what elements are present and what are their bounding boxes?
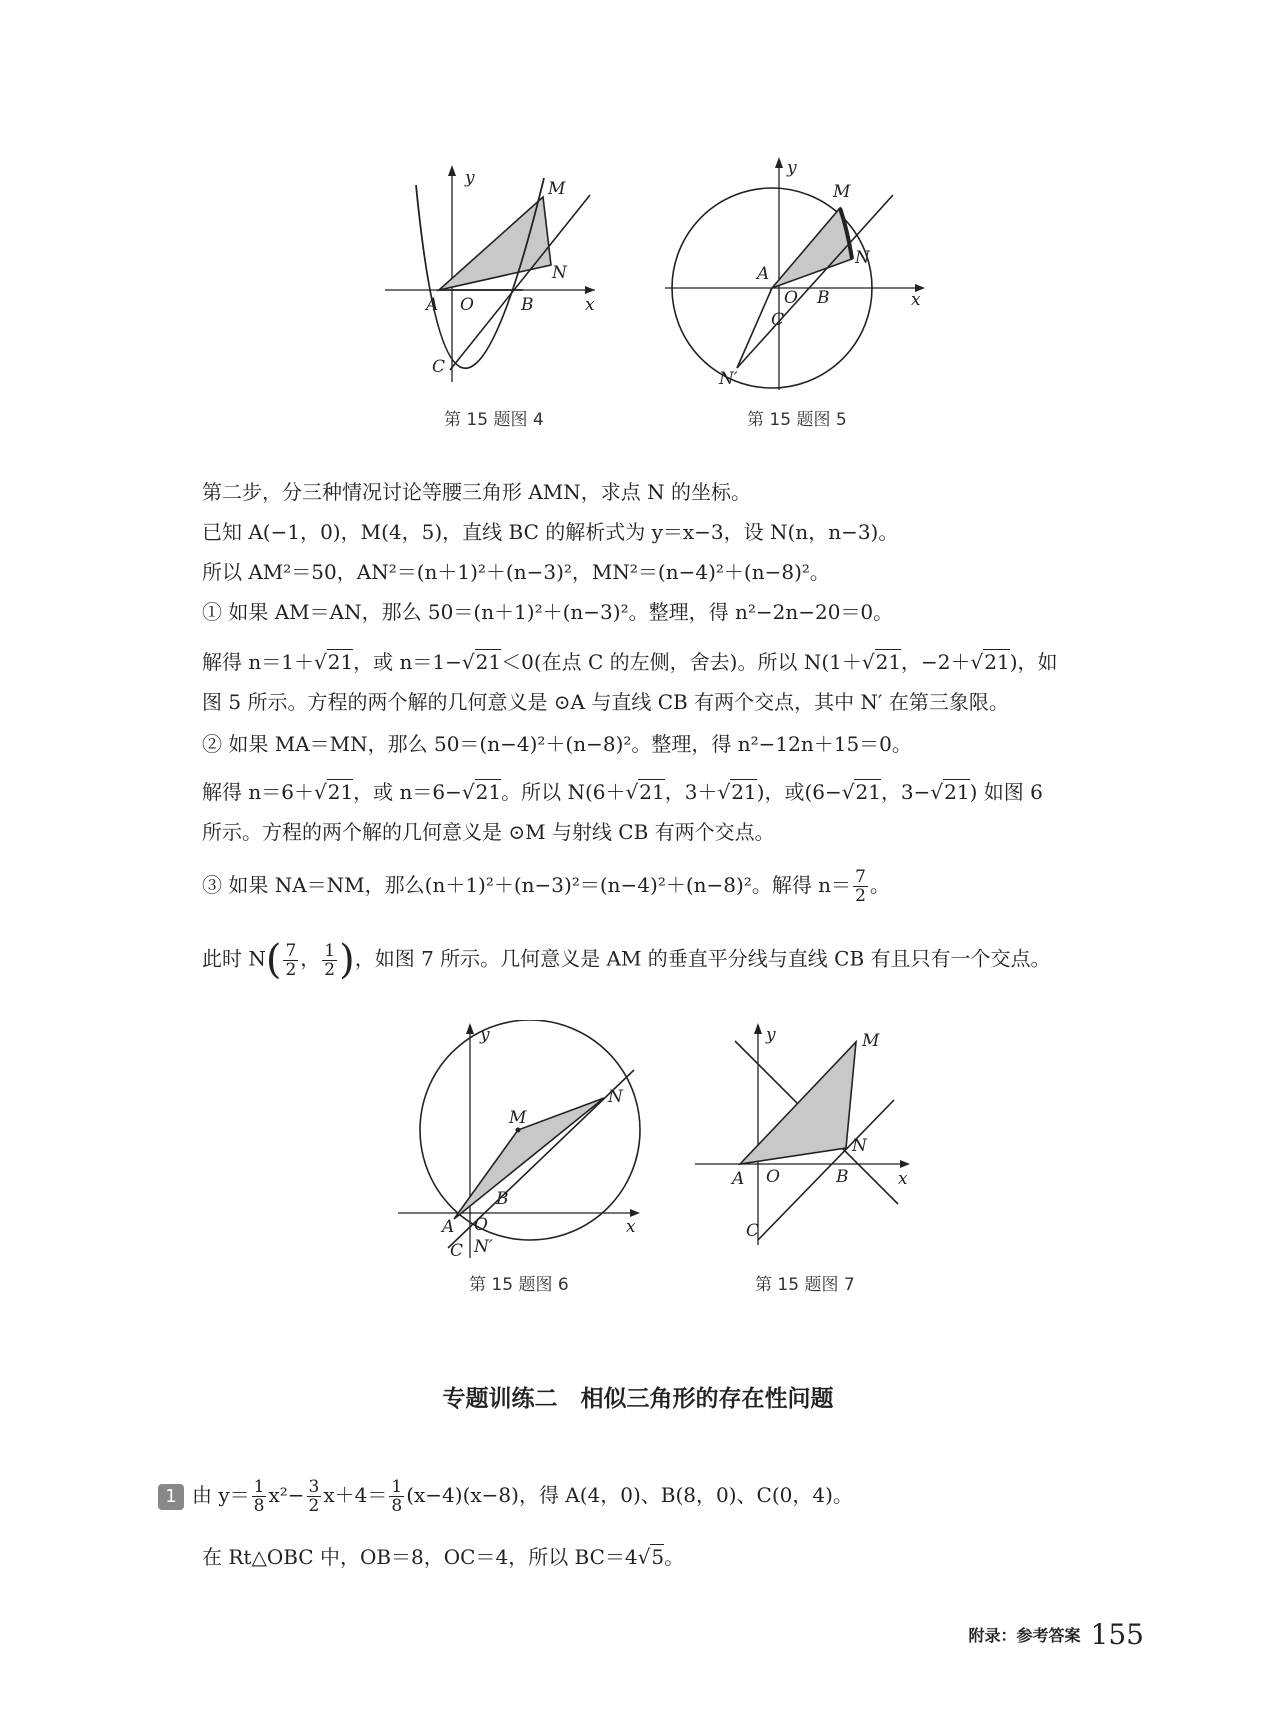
fig7-label-N: N (852, 1136, 867, 1156)
fig4-label-x: x (585, 295, 595, 315)
t8b: ，或 n＝6− (353, 780, 462, 804)
text-line-9: 所示。方程的两个解的几何意义是 ⊙M 与射线 CB 有两个交点。 (202, 820, 775, 844)
p1e: 在 Rt△OBC 中，OB＝8，OC＝4，所以 BC＝4 (202, 1545, 638, 1569)
text-line-8: 解得 n＝6＋√21，或 n＝6−√21。所以 N(6＋√21，3＋√21)，或(6−√21，3−√21) 如图 6 (202, 780, 1043, 804)
fig7-label-C: C (746, 1221, 760, 1241)
fig6-label-y: y (480, 1025, 490, 1045)
t11b: ，如图 7 所示。几何意义是 AM 的垂直平分线与直线 CB 有且只有一个交点。 (354, 946, 1051, 971)
section-title: 专题训练二 相似三角形的存在性问题 (442, 1386, 834, 1412)
figure-4-caption: 第 15 题图 4 (444, 410, 544, 430)
fraction-1-2: $\frac{1}{2}$ (324, 940, 336, 980)
figure-4-diagram (380, 160, 610, 390)
fig7-label-y: y (766, 1025, 776, 1045)
fig4-label-C: C (432, 357, 446, 377)
t8d: ，3＋ (664, 780, 718, 804)
problem-number-badge: 1 (158, 1484, 184, 1510)
t8s2: 21 (475, 780, 502, 804)
figure-6-caption: 第 15 题图 6 (469, 1275, 569, 1295)
text-line-10 (202, 868, 890, 905)
t8s6: 21 (944, 780, 970, 804)
fig5-label-x: x (911, 290, 921, 310)
p1s: 5 (651, 1545, 665, 1569)
t10a: ③ 如果 NA＝NM，那么(n＋1)²＋(n−3)²＝(n−4)²＋(n−8)²。解得 n＝ (202, 873, 852, 897)
problem-1-line-1 (158, 1475, 853, 1515)
fraction-1-8: $\frac{1}{8}$ (253, 1477, 265, 1516)
page-footer (969, 1618, 1144, 1651)
footer-label: 附录：参考答案 (968, 1626, 1081, 1645)
text-line-3: 所以 AM²＝50，AN²＝(n＋1)²＋(n−3)²，MN²＝(n−4)²＋(n−8)²。 (202, 560, 830, 584)
fraction-1-8-b: $\frac{1}{8}$ (391, 1477, 403, 1516)
fig4-label-y: y (465, 168, 475, 188)
text-line-7: ② 如果 MA＝MN，那么 50＝(n−4)²＋(n−8)²。整理，得 n²−12n＋15＝0。 (202, 732, 912, 756)
fraction-7-2: $\frac{7}{2}$ (855, 867, 866, 906)
fig5-label-C: C (771, 310, 785, 330)
fig7-label-x: x (898, 1169, 908, 1189)
t8a: 解得 n＝6＋ (202, 780, 314, 804)
text-line-11: 此时 N( $\frac{7}{2}$ ， $\frac{1}{2}$ )，如图 7 所示。几何意义是 AM 的垂直平分线与直线 CB 有且只有一个交点。 (202, 937, 1051, 983)
t8e: )，或(6− (756, 780, 842, 804)
fig6-label-M: M (509, 1108, 527, 1128)
text-line-6: 图 5 所示。方程的两个解的几何意义是 ⊙A 与直线 CB 有两个交点，其中 N′ 在第三象限。 (202, 690, 1009, 714)
fig6-label-x: x (626, 1217, 636, 1237)
t5s4: 21 (984, 650, 1010, 674)
t11a: 此时 N (202, 946, 266, 971)
p1a: 由 y＝ (192, 1483, 250, 1507)
text-line-4: ① 如果 AM＝AN，那么 50＝(n＋1)²＋(n−3)²。整理，得 n²−2n−20＝0。 (202, 600, 894, 624)
figure-7-diagram (690, 1020, 920, 1250)
t8s3: 21 (639, 780, 665, 804)
t10b: 。 (869, 873, 890, 897)
fig5-label-M: M (833, 182, 851, 202)
fig6-label-N: N (608, 1087, 623, 1107)
p1b: x²− (268, 1483, 305, 1507)
figure-7-caption: 第 15 题图 7 (755, 1275, 855, 1295)
fig4-label-M: M (548, 179, 566, 199)
fig6-label-N-prime: N′ (474, 1237, 493, 1257)
t8s1: 21 (327, 780, 354, 804)
t5e: )，如 (1009, 650, 1058, 674)
t8f: ，3− (880, 780, 931, 804)
fig6-label-B: B (496, 1189, 509, 1209)
t8s5: 21 (855, 780, 881, 804)
problem-1-line-2: 在 Rt△OBC 中，OB＝8，OC＝4，所以 BC＝4√5。 (202, 1545, 685, 1569)
fig5-label-O: O (784, 288, 798, 308)
p1f: 。 (664, 1545, 685, 1569)
t11c: ， (300, 946, 321, 971)
t5s2: 21 (475, 650, 502, 674)
t5b: ，或 n＝1− (353, 650, 462, 674)
text-line-5: 解得 n＝1＋√21，或 n＝1−√21＜0(在点 C 的左侧，舍去)。所以 N(1＋√21，−2＋√21)，如 (202, 650, 1058, 674)
t5d: ，−2＋ (901, 650, 971, 674)
fig5-label-N-prime: N′ (719, 369, 738, 389)
t5s3: 21 (875, 650, 902, 674)
fig6-label-O: O (474, 1215, 488, 1235)
fraction-3-2: $\frac{3}{2}$ (308, 1477, 320, 1516)
fig7-label-M: M (862, 1031, 880, 1051)
fig6-label-C: C (450, 1241, 464, 1260)
figure-5-caption: 第 15 题图 5 (747, 410, 847, 430)
p1c: x＋4＝ (323, 1483, 388, 1507)
fig7-label-O: O (766, 1167, 780, 1187)
fig7-label-B: B (836, 1167, 849, 1187)
fig4-label-N: N (552, 263, 567, 283)
t5a: 解得 n＝1＋ (202, 650, 314, 674)
fig4-label-A: A (426, 295, 439, 315)
fig6-label-A: A (442, 1217, 455, 1237)
fig7-label-A: A (732, 1169, 745, 1189)
fig5-label-y: y (787, 158, 797, 178)
text-line-1: 第二步，分三种情况讨论等腰三角形 AMN，求点 N 的坐标。 (202, 480, 751, 504)
fraction-7-2-b: $\frac{7}{2}$ (285, 940, 297, 980)
fig5-label-A: A (757, 264, 770, 284)
fig4-label-O: O (460, 295, 474, 315)
page-number: 155 (1090, 1618, 1144, 1651)
text-line-2: 已知 A(−1，0)，M(4，5)，直线 BC 的解析式为 y＝x−3，设 N(n，n−3)。 (202, 520, 899, 544)
t8s4: 21 (731, 780, 757, 804)
t5s1: 21 (327, 650, 354, 674)
t8g: ) 如图 6 (969, 780, 1043, 804)
t8c: 。所以 N(6＋ (501, 780, 626, 804)
fig4-label-B: B (521, 295, 534, 315)
fig5-label-B: B (817, 288, 830, 308)
t5c: ＜0(在点 C 的左侧，舍去)。所以 N(1＋ (501, 650, 862, 674)
p1d: (x−4)(x−8)，得 A(4，0)、B(8，0)、C(0，4)。 (406, 1483, 853, 1507)
fig5-label-N: N (855, 248, 870, 268)
figure-5-diagram (665, 155, 930, 395)
figure-6-diagram (398, 1020, 648, 1260)
